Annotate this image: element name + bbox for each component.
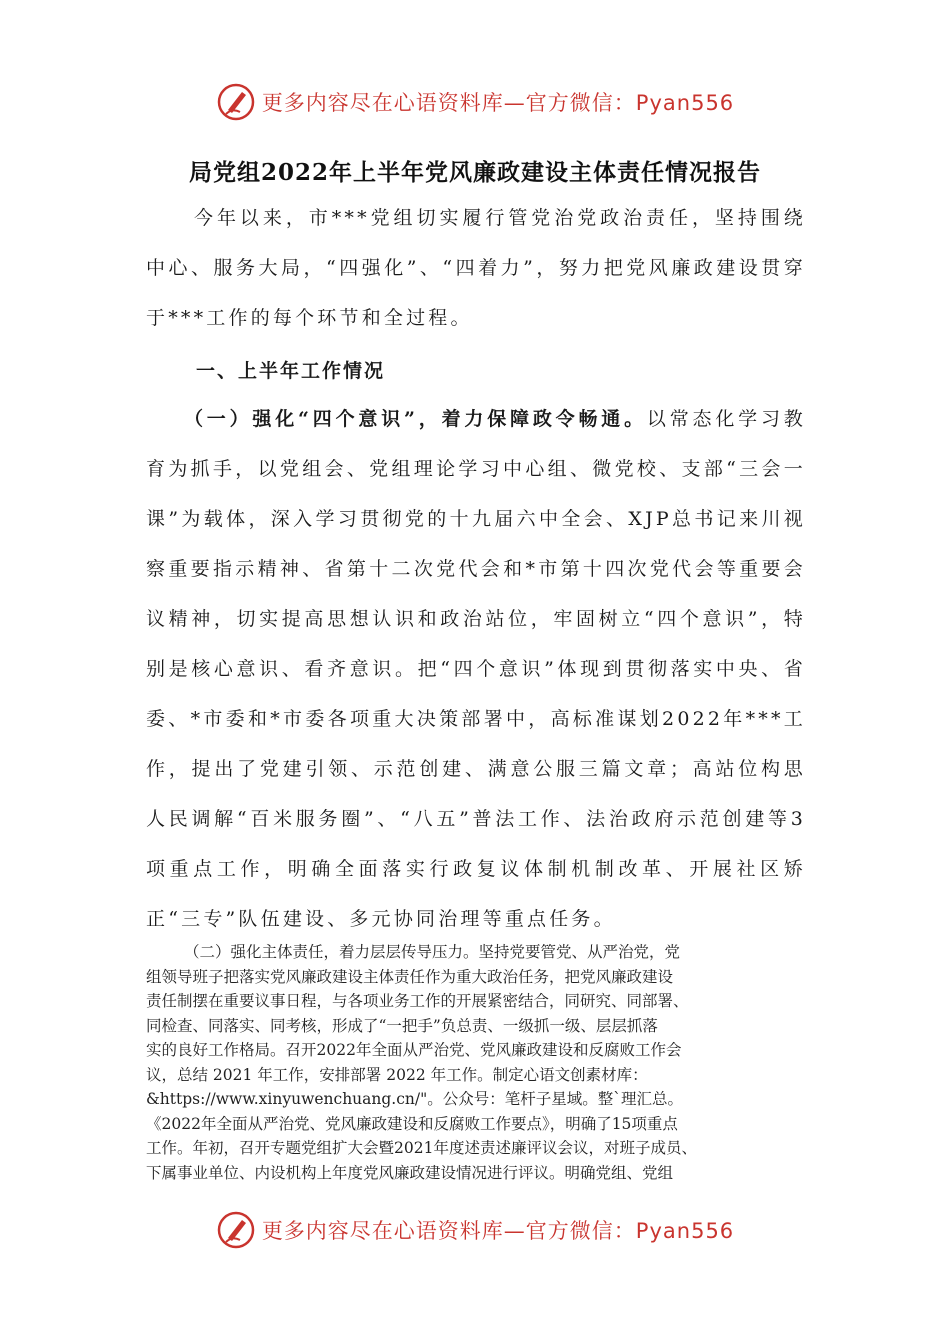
text-line: 实的良好工作格局。召开2022年全面从严治党、党风廉政建设和反腐败工作会 bbox=[146, 1041, 682, 1059]
text-line: 责任制摆在重要议事日程，与各项业务工作的开展紧密结合，同研究、同部署、 bbox=[146, 992, 689, 1010]
text-line: 工作。年初，召开专题党组扩大会暨2021年度述责述廉评议会议，对班子成员、 bbox=[146, 1139, 697, 1157]
text-line: 下属事业单位、内设机构上年度党风廉政建设情况进行评议。明确党组、党组 bbox=[146, 1163, 674, 1182]
banner-text: 更多内容尽在心语资料库—官方微信：Pyan556 bbox=[261, 1219, 735, 1243]
text-line: 《2022年全面从严治党、党风廉政建设和反腐败工作要点》，明确了15项重点 bbox=[146, 1114, 678, 1133]
subsection-1-lead: （一）强化“四个意识”，着力保障政令畅通。 bbox=[184, 408, 647, 430]
pen-logo-icon bbox=[216, 1210, 256, 1250]
text-line: &https://www.xinyuwenchuang.cn/"。公众号：笔杆子星域。整`理汇总。 bbox=[146, 1090, 683, 1108]
pen-logo-icon bbox=[216, 82, 256, 122]
subsection-1-body: 以常态化学习教育为抓手，以党组会、党组理论学习中心组、微党校、支部“三会一课”为载体，深入学习贯彻党的十九届六中全会、XJP总书记来川视察重要指示精神、省第十二次党代会和*市第十四次党代会等重要会议精神，切实提高思想认识和政治站位，牢固树立“四个意识”，特别是核心意识、看齐意识。把“四个意识”体现到贯彻落实中央、省委、*市委和*市委各项重大决策部署中，高标准谋划2022年***工作，提出了党建引领、示范创建、满意公服三篇文章；高站位构思人民调解“百米服务圈”、“八五”普法工作、法治政府示范创建等3项重点工作，明确全面落实行政复议体制机制改革、开展社区矫正“三专”队伍建设、多元协同治理等重点任务。 bbox=[146, 408, 806, 930]
text-line: 组领导班子把落实党风廉政建设主体责任作为重大政治任务，把党风廉政建设 bbox=[146, 967, 674, 986]
text-line: （二）强化主体责任，着力层层传导压力。坚持党要管党、从严治党，党 bbox=[184, 943, 681, 961]
banner-text: 更多内容尽在心语资料库—官方微信：Pyan556 bbox=[261, 91, 735, 115]
subsection-2-paragraph bbox=[146, 940, 812, 1185]
text-line: 同检查、同落实、同考核，形成了“一把手”负总责、一级抓一级、层层抓落 bbox=[146, 1016, 658, 1035]
header-banner bbox=[0, 80, 950, 124]
page-title: 局党组2022年上半年党风廉政建设主体责任情况报告 bbox=[188, 159, 761, 186]
section-heading: 一、上半年工作情况 bbox=[196, 360, 386, 382]
footer-banner bbox=[0, 1208, 950, 1252]
text-line: 议，总结 2021 年工作，安排部署 2022 年工作。制定心语文创素材库： bbox=[146, 1065, 648, 1084]
intro-paragraph: 今年以来，市***党组切实履行管党治党政治责任，坚持围绕中心、服务大局，“四强化”、“四着力”，努力把党风廉政建设贯穿于***工作的每个环节和全过程。 bbox=[146, 207, 806, 329]
subsection-1-paragraph bbox=[146, 394, 806, 944]
